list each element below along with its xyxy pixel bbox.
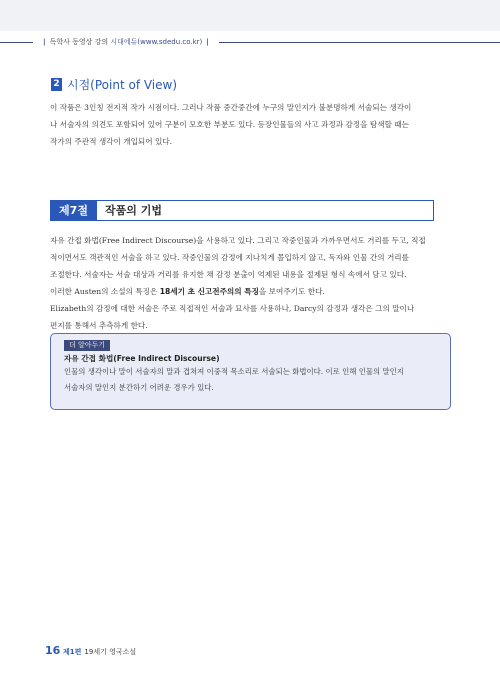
section-paragraph [50, 99, 450, 150]
paragraph-line [50, 283, 450, 300]
paragraph-line: 작가의 주관적 생각이 개입되어 있다. [50, 137, 173, 146]
section-number-badge: 2 [51, 78, 62, 91]
paragraph-line: 나 서술자의 의견도 포함되어 있어 구분이 모호한 부분도 있다. 등장인물들의 사고 과정과 감정을 탐색할 때는 [50, 120, 409, 129]
info-box-body [64, 364, 436, 396]
paragraph-line: 자유 간접 화법(Free Indirect Discourse)을 사용하고 있다. 그리고 작중인물과 가까우면서도 거리를 두고, 직접 [50, 236, 426, 245]
chapter-heading-accent [433, 200, 434, 221]
info-box-tag: 더 알아두기 [64, 340, 110, 351]
header-url[interactable]: 시대에듀(www.sdedu.co.kr) [110, 38, 203, 46]
paragraph-line: 조절한다. 서술자는 서술 대상과 거리를 유지한 채 감정 분출이 억제된 내용을 절제된 형식 속에서 담고 있다. [50, 270, 407, 279]
paragraph-line: 편지를 통해서 추측하게 한다. [50, 321, 148, 330]
info-box-line: 서술자의 말인지 분간하기 어려운 경우가 있다. [64, 383, 214, 392]
header-band [0, 0, 500, 31]
page-number: 16 [45, 644, 61, 657]
info-box-line: 인물의 생각이나 말이 서술자의 말과 겹쳐져 이중적 목소리로 서술되는 화법이다. 이로 인해 인물의 말인지 [64, 367, 404, 376]
footer-part-title: 19세기 영국소설 [84, 648, 137, 656]
section-title: 시점(Point of View) [67, 78, 178, 92]
line-text: 이러한 Austen의 소설의 특징은 [50, 287, 160, 296]
header-separator-right: | [206, 38, 209, 46]
chapter-paragraph [50, 232, 450, 334]
chapter-title: 작품의 기법 [105, 204, 162, 217]
highlight-text: 18세기 초 신고전주의의 특징 [159, 287, 259, 296]
paragraph-line: Elizabeth의 감정에 대한 서술은 주로 직접적인 서술과 묘사를 사용하나, Darcy의 감정과 생각은 그의 말이나 [50, 304, 415, 313]
header-label [33, 36, 219, 48]
header-text: 독학사 동영상 강의 [49, 38, 109, 46]
paragraph-line: 이 작품은 3인칭 전지적 작가 시점이다. 그러나 작품 중간중간에 누구의 말인지가 불분명하게 서술되는 생각이 [50, 103, 412, 112]
info-box-title: 자유 간접 화법(Free Indirect Discourse) [64, 354, 220, 363]
chapter-number: 제7절 [50, 200, 97, 221]
line-text: 을 보여주기도 한다. [258, 287, 325, 296]
footer-part-number: 제1편 [63, 648, 82, 656]
paragraph-line: 적이면서도 객관적인 서술을 하고 있다. 작중인물의 감정에 지나치게 몰입하지 않고, 독자와 인물 간의 거리를 [50, 253, 409, 262]
header-separator-left: | [43, 38, 46, 46]
footer-part [63, 647, 136, 657]
